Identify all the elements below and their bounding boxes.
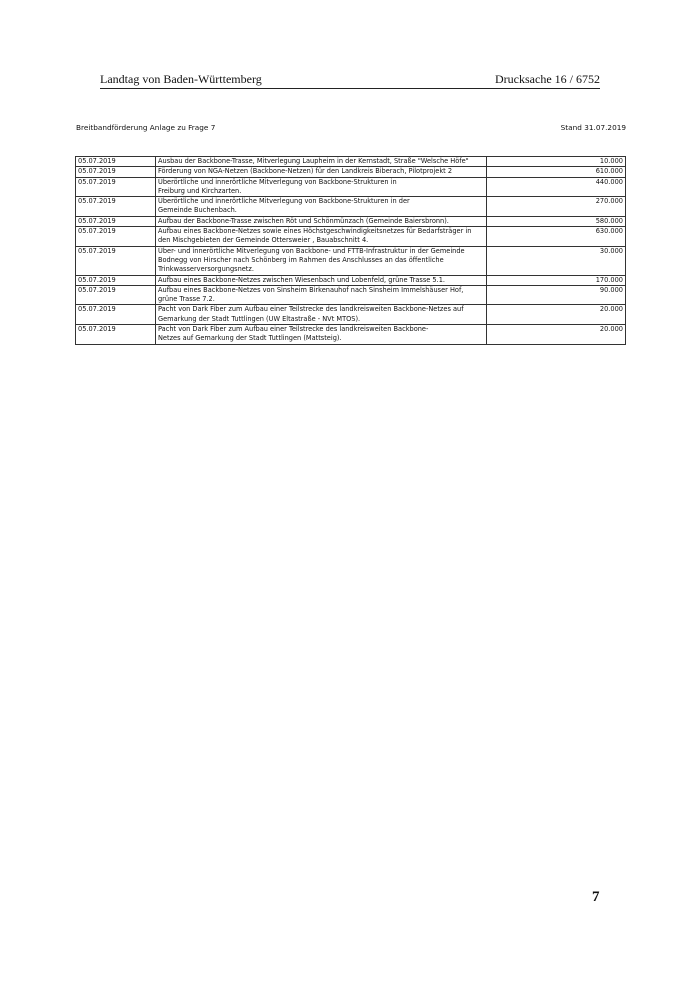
description-cell [156,216,487,226]
description-line: grüne Trasse 7.2. [158,295,215,304]
description-line: Trinkwasserversorgungsnetz. [158,265,254,274]
table-row [76,167,626,177]
description-cell [156,167,487,177]
description-line: Förderung von NGA-Netzen (Backbone-Netzen) für den Landkreis Biberach, Pilotprojekt 2 [158,167,453,176]
description-line: Aufbau der Backbone-Trasse zwischen Röt und Schönmünzach (Gemeinde Baiersbronn). [158,216,449,225]
funding-table [75,156,626,345]
table-row [76,216,626,226]
table-row [76,325,626,345]
table-row [76,246,626,275]
date-cell: 05.07.2019 [76,227,156,247]
document-header [100,70,600,89]
amount-cell: 440.000 [487,177,626,197]
description-cell [156,285,487,305]
description-line: Netzes auf Gemarkung der Stadt Tuttlingen (Mattsteig). [158,334,342,343]
date-cell: 05.07.2019 [76,325,156,345]
date-cell: 05.07.2019 [76,285,156,305]
page-number: 7 [592,889,600,905]
description-line: den Mischgebieten der Gemeinde Ottersweier , Bauabschnitt 4. [158,236,369,245]
description-line: Ausbau der Backbone-Trasse, Mitverlegung Laupheim in der Kernstadt, Straße "Welsche Höfe" [158,157,469,165]
date-cell: 05.07.2019 [76,305,156,325]
amount-cell: 580.000 [487,216,626,226]
description-line: Freiburg und Kirchzarten. [158,186,242,195]
table-date: Stand 31.07.2019 [560,123,626,132]
table-row [76,285,626,305]
table-row [76,227,626,247]
description-cell [156,246,487,275]
document-number: Drucksache 16 / 6752 [495,72,600,86]
date-cell: 05.07.2019 [76,167,156,177]
amount-cell: 630.000 [487,227,626,247]
amount-cell: 270.000 [487,197,626,217]
table-row [76,275,626,285]
description-cell [156,275,487,285]
description-line: Überörtliche und innerörtliche Mitverlegung von Backbone-Strukturen in [158,177,397,186]
date-cell: 05.07.2019 [76,177,156,197]
description-line: Aufbau eines Backbone-Netzes sowie eines Höchstgeschwindigkeitsnetzes für Bedarfsträger in [158,227,472,236]
amount-cell: 170.000 [487,275,626,285]
description-cell [156,177,487,197]
table-title: Breitbandförderung Anlage zu Frage 7 [76,123,216,132]
date-cell: 05.07.2019 [76,246,156,275]
description-line: Über- und innerörtliche Mitverlegung von Backbone- und FTTB-Infrastruktur in der Gemeinde [158,246,465,255]
amount-cell: 90.000 [487,285,626,305]
amount-cell: 610.000 [487,167,626,177]
amount-cell: 30.000 [487,246,626,275]
date-cell: 05.07.2019 [76,216,156,226]
description-line: Gemarkung der Stadt Tuttlingen (UW Eltastraße - NVt MTOS). [158,314,361,323]
description-cell [156,197,487,217]
amount-cell: 20.000 [487,325,626,345]
description-line: Bodnegg von Hirscher nach Schönberg im Rahmen des Anschlusses an das öffentliche [158,255,444,264]
description-line: Pacht von Dark Fiber zum Aufbau einer Teilstrecke des landkreisweiten Backbone-Netzes auf [158,305,464,314]
description-cell [156,227,487,247]
description-cell [156,325,487,345]
description-line: Überörtliche und innerörtliche Mitverlegung von Backbone-Strukturen in der [158,197,410,206]
amount-cell: 20.000 [487,305,626,325]
description-line: Gemeinde Buchenbach. [158,206,237,215]
parliament-name: Landtag von Baden-Württemberg [100,72,262,86]
funding-table-body [76,157,626,345]
description-cell [156,305,487,325]
table-row [76,177,626,197]
date-cell: 05.07.2019 [76,157,156,167]
date-cell: 05.07.2019 [76,197,156,217]
description-line: Aufbau eines Backbone-Netzes von Sinsheim Birkenauhof nach Sinsheim Immelshäuser Hof, [158,285,464,294]
description-line: Aufbau eines Backbone-Netzes zwischen Wiesenbach und Lobenfeld, grüne Trasse 5.1. [158,275,446,284]
table-row [76,197,626,217]
amount-cell: 10.000 [487,157,626,167]
description-cell [156,157,487,167]
date-cell: 05.07.2019 [76,275,156,285]
table-row [76,157,626,167]
description-line: Pacht von Dark Fiber zum Aufbau einer Teilstrecke des landkreisweiten Backbone- [158,325,429,334]
table-row [76,305,626,325]
